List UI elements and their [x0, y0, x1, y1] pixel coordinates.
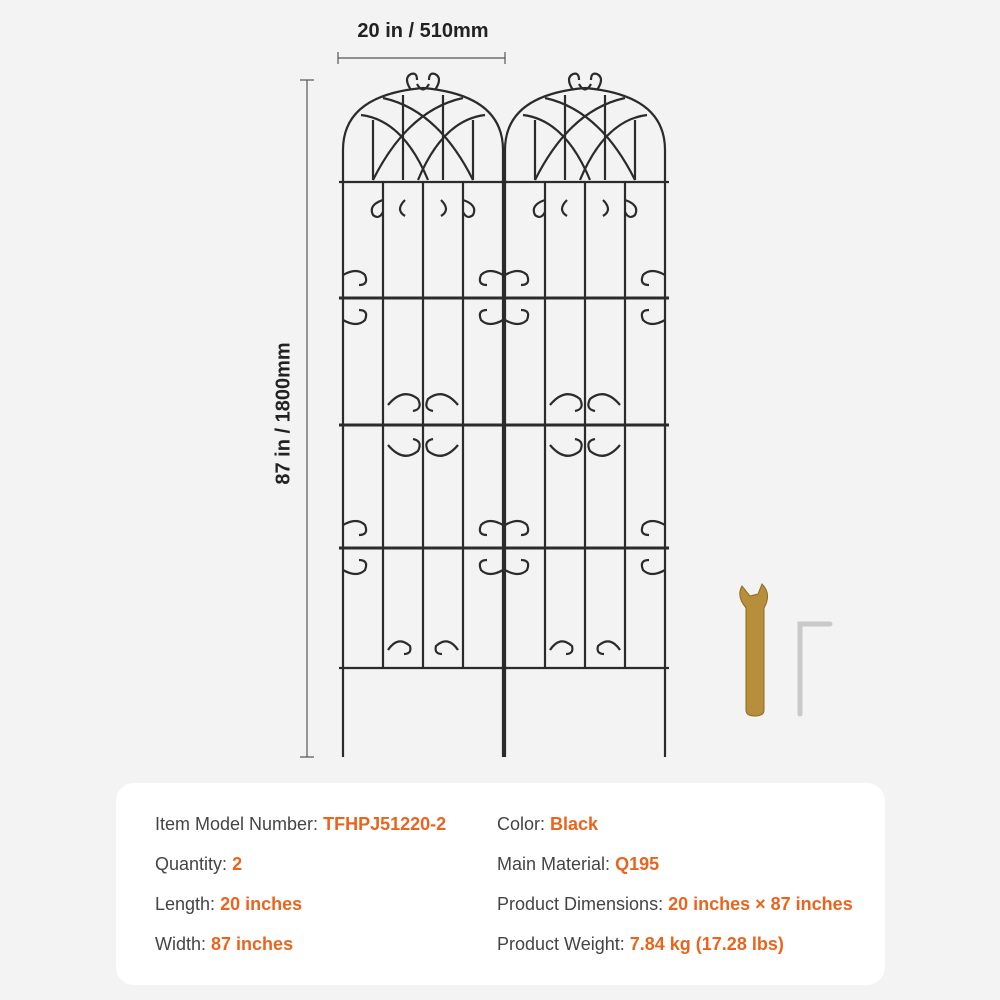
spec-quantity-label: Quantity: — [155, 854, 228, 874]
height-dimension-label: 87 in / 1800mm — [272, 342, 295, 485]
spec-length-value: 20 inches — [220, 894, 303, 914]
spec-quantity-value: 2 — [232, 854, 243, 874]
spec-material-value: Q195 — [615, 854, 660, 874]
spec-material — [497, 854, 659, 875]
spec-weight-label: Product Weight: — [497, 934, 625, 954]
spec-model-label: Item Model Number: — [155, 814, 319, 834]
spec-weight — [497, 934, 784, 955]
spec-width-value: 87 inches — [211, 934, 294, 954]
spec-model-value: TFHPJ51220-2 — [323, 814, 447, 834]
hex-key-icon — [800, 624, 830, 714]
spec-weight-value: 7.84 kg (17.28 lbs) — [629, 934, 784, 954]
spec-product-dimensions-label: Product Dimensions: — [497, 894, 664, 914]
spec-length-label: Length: — [155, 894, 216, 914]
spec-color-label: Color: — [497, 814, 546, 834]
spec-product-dimensions — [497, 894, 853, 915]
trellis-panel-right — [501, 74, 669, 757]
spec-color — [497, 814, 598, 835]
width-dimension-label: 20 in / 510mm — [357, 20, 489, 42]
spec-product-dimensions-value: 20 inches × 87 inches — [668, 894, 853, 914]
trellis-panel-left — [339, 74, 507, 757]
spec-material-label: Main Material: — [497, 854, 611, 874]
spec-width-label: Width: — [155, 934, 207, 954]
spec-quantity — [155, 854, 242, 875]
spec-model — [155, 814, 446, 835]
width-dimension-line — [338, 52, 505, 64]
spec-length — [155, 894, 302, 915]
wrench-icon — [740, 584, 768, 716]
spec-width — [155, 934, 293, 955]
height-dimension-line — [300, 80, 314, 757]
spec-color-value: Black — [550, 814, 599, 834]
